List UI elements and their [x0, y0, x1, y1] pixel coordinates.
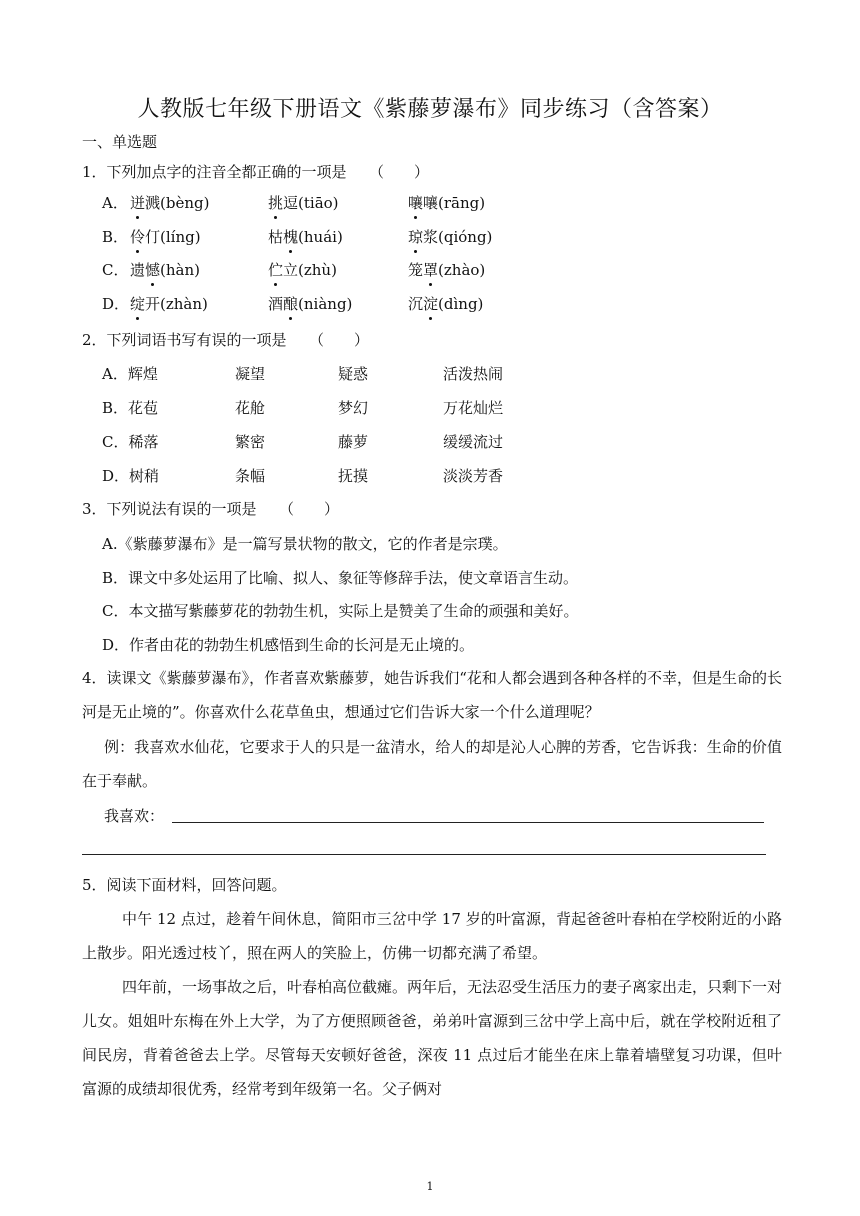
pinyin-item: 笼罩(zhào) [408, 261, 486, 279]
word-item: 万花灿烂 [443, 399, 504, 417]
passage-paragraph-1: 中午 12 点过，趁着午间休息，简阳市三岔中学 17 岁的叶富源，背起爸爸叶春柏在学校附近的小路上散步。阳光透过枝丫，照在两人的笑脸上，仿佛一切都充满了希望。 [82, 910, 782, 962]
question-5-stem: 5．阅读下面材料，回答问题。 [82, 876, 287, 894]
pinyin-item: 绽开(zhàn) [130, 295, 208, 313]
passage-paragraph-2: 四年前，一场事故之后，叶春柏高位截瘫。两年后，无法忍受生活压力的妻子离家出走，只剩下一对儿女。姐姐叶东梅在外上大学，为了方便照顾爸爸，弟弟叶富源到三岔中学上高中后，就在学校附近租了间民房，背着爸爸去上学。尽管每天安顿好爸爸，深夜 11 点过后才能坐在床上靠着墙壁复习功课，但叶富源的成绩却很优秀，经常考到年级第一名。父子俩对 [82, 978, 783, 1098]
word-item: 抚摸 [338, 467, 369, 485]
pinyin-item: 挑逗(tiāo) [268, 194, 339, 212]
emphasized-character: 罩 [423, 261, 439, 279]
word-item: 梦幻 [338, 399, 369, 417]
word-item: D．树稍 [102, 467, 160, 485]
answer-line-1[interactable] [172, 822, 764, 823]
option-label: C． [102, 261, 129, 279]
word-item: 繁密 [235, 433, 266, 451]
emphasized-character: 淀 [423, 295, 439, 313]
document-title: 人教版七年级下册语文《紫藤萝瀑布》同步练习（含答案） [137, 97, 723, 122]
question-3-option-d: D．作者由花的勃勃生机感悟到生命的长河是无止境的。 [102, 636, 475, 654]
section-heading: 一、单选题 [82, 133, 158, 151]
emphasized-character: 憾 [145, 261, 161, 279]
page-number: 1 [426, 1180, 434, 1193]
pinyin-item: 枯槐(huái) [268, 228, 343, 246]
word-item: 活泼热闹 [443, 365, 504, 383]
word-item: 花舱 [235, 399, 266, 417]
emphasized-character: 酿 [283, 295, 299, 313]
question-2-stem: 2．下列词语书写有误的一项是 （ ） [82, 331, 370, 349]
pinyin-item: 沉淀(dìng) [408, 295, 484, 313]
question-4-example: 例：我喜欢水仙花，它要求于人的只是一盆清水，给人的却是沁人心脾的芳香，它告诉我：生命的价值在于奉献。 [82, 738, 782, 790]
answer-label: 我喜欢： [104, 807, 165, 825]
word-item: 条幅 [235, 467, 266, 485]
emphasized-character: 琼 [408, 228, 424, 246]
question-3-option-b: B．课文中多处运用了比喻、拟人、象征等修辞手法，使文章语言生动。 [102, 569, 579, 587]
emphasized-character: 迸 [130, 194, 146, 212]
emphasized-character: 槐 [283, 228, 299, 246]
question-1-stem: 1．下列加点字的注音全都正确的一项是 （ ） [82, 163, 430, 181]
question-3-stem: 3．下列说法有误的一项是 （ ） [82, 500, 340, 518]
emphasized-character: 绽 [130, 295, 146, 313]
option-label: A． [102, 194, 128, 212]
emphasized-character: 伶 [130, 228, 146, 246]
pinyin-item: 伫立(zhù) [268, 261, 337, 279]
option-label: D． [102, 295, 130, 313]
word-item: 淡淡芳香 [443, 467, 504, 485]
question-4-stem: 4．读课文《紫藤萝瀑布》，作者喜欢紫藤萝，她告诉我们“花和人都会遇到各种各样的不幸，但是生命的长河是无止境的”。你喜欢什么花草鱼虫，想通过它们告诉大家一个什么道理呢？ [82, 669, 782, 721]
pinyin-item: 遗憾(hàn) [130, 261, 200, 279]
question-3-option-a: A.《紫藤萝瀑布》是一篇写景状物的散文，它的作者是宗璞。 [102, 535, 508, 553]
emphasized-character: 挑 [268, 194, 284, 212]
question-3-option-c: C．本文描写紫藤萝花的勃勃生机，实际上是赞美了生命的顽强和美好。 [102, 602, 579, 620]
pinyin-item: 伶仃(líng) [130, 228, 201, 246]
pinyin-item: 迸溅(bèng) [130, 194, 210, 212]
word-item: 疑惑 [338, 365, 369, 383]
word-item: A．辉煌 [102, 365, 158, 383]
answer-line-2[interactable] [82, 854, 766, 855]
word-item: 藤萝 [338, 433, 369, 451]
emphasized-character: 嚷 [408, 194, 424, 212]
word-item: 缓缓流过 [443, 433, 504, 451]
emphasized-character: 伫 [268, 261, 284, 279]
word-item: B．花苞 [102, 399, 159, 417]
pinyin-item: 琼浆(qióng) [408, 228, 493, 246]
pinyin-item: 嚷嚷(rāng) [408, 194, 486, 212]
pinyin-item: 酒酿(niàng) [268, 295, 353, 313]
option-label: B． [102, 228, 129, 246]
word-item: 凝望 [235, 365, 266, 383]
word-item: C．稀落 [102, 433, 159, 451]
